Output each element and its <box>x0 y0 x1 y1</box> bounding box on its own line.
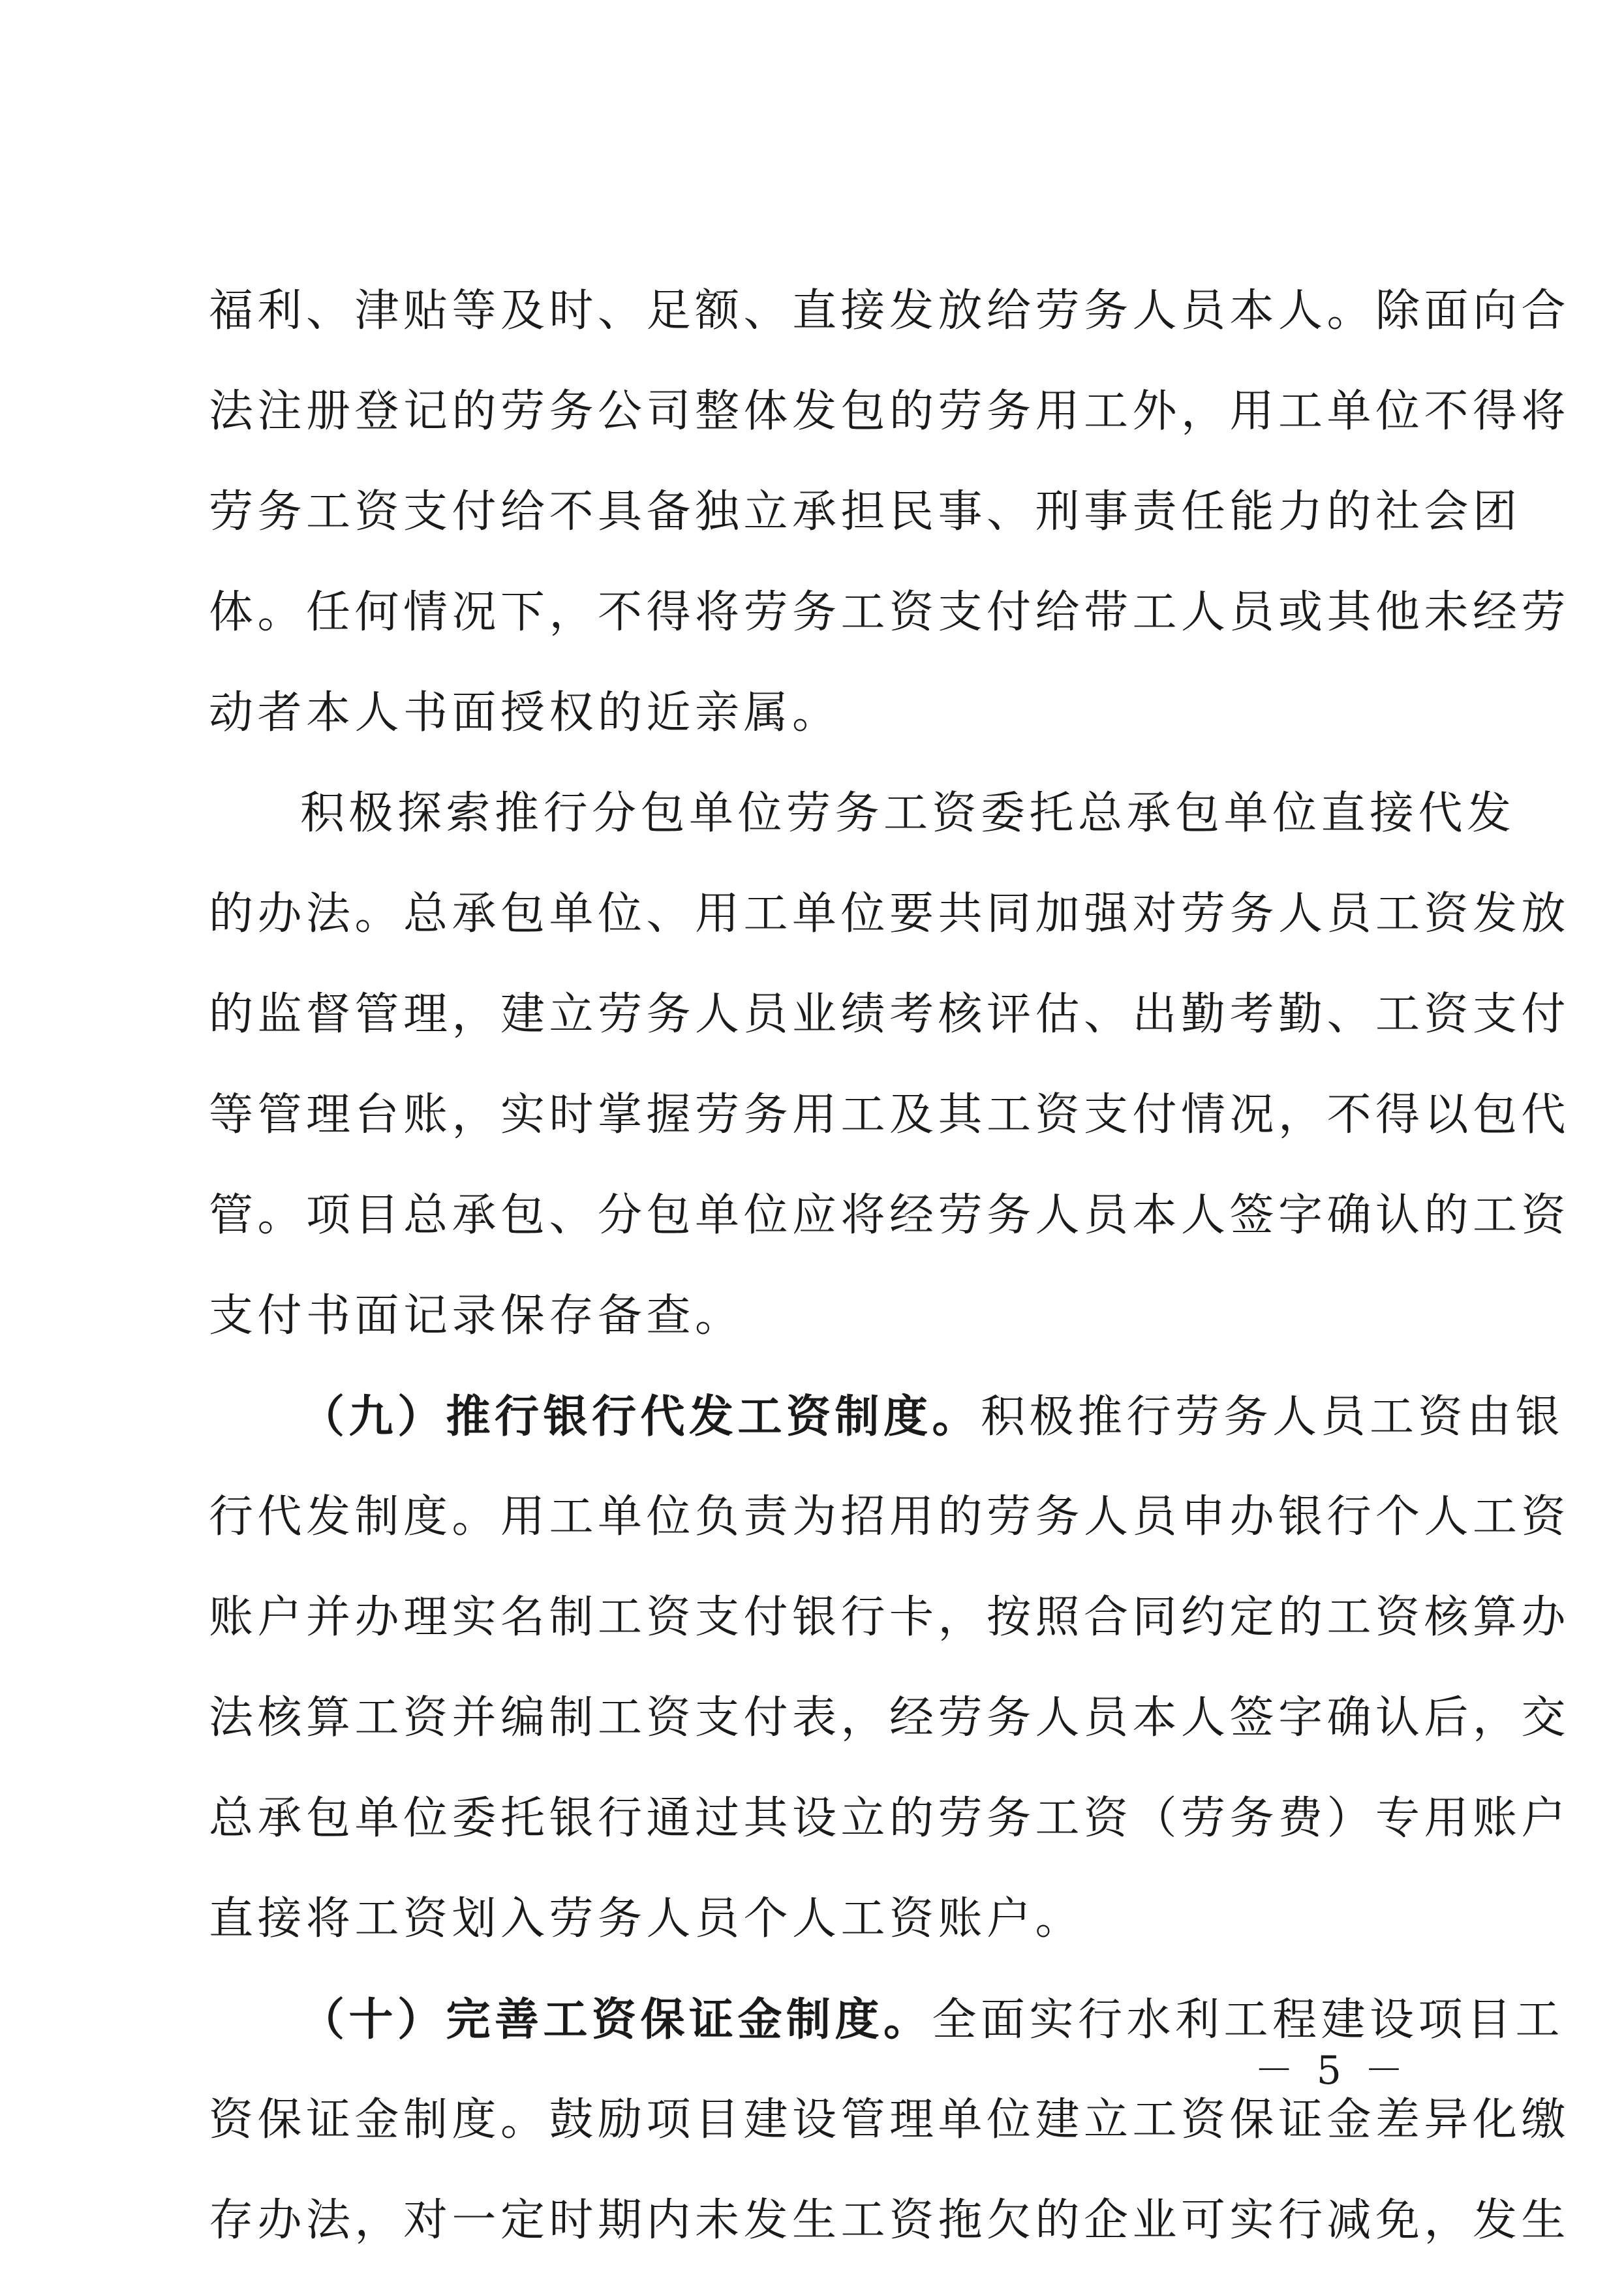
text-line: 动者本人书面授权的近亲属。 <box>209 687 841 739</box>
text-line: 直接将工资划入劳务人员个人工资账户。 <box>209 1893 1084 1945</box>
paragraph-start-line: 积极探索推行分包单位劳务工资委托总承包单位直接代发 <box>300 788 1516 839</box>
text-line: 行代发制度。用工单位负责为招用的劳务人员申办银行个人工资 <box>209 1491 1570 1543</box>
text-line: 资保证金制度。鼓励项目建设管理单位建立工资保证金差异化缴 <box>209 2094 1570 2146</box>
section-heading: （十）完善工资保证金制度。 <box>300 1994 932 2046</box>
section-heading-line: （十）完善工资保证金制度。全面实行水利工程建设项目工 <box>300 1994 1565 2046</box>
text-line: 管。项目总承包、分包单位应将经劳务人员本人签字确认的工资 <box>209 1190 1570 1241</box>
text-line: 的监督管理，建立劳务人员业绩考核评估、出勤考勤、工资支付 <box>209 989 1570 1040</box>
section-heading: （九）推行银行代发工资制度。 <box>300 1391 981 1443</box>
text-line: 账户并办理实名制工资支付银行卡，按照合同约定的工资核算办 <box>209 1592 1570 1643</box>
body-text <box>209 261 1570 2271</box>
text-line: 劳务工资支付给不具备独立承担民事、刑事责任能力的社会团 <box>209 486 1522 538</box>
text-line: 存办法，对一定时期内未发生工资拖欠的企业可实行减免，发生 <box>209 2195 1570 2246</box>
text-line: 的办法。总承包单位、用工单位要共同加强对劳务人员工资发放 <box>209 888 1570 940</box>
text-line: 体。任何情况下，不得将劳务工资支付给带工人员或其他未经劳 <box>209 587 1570 638</box>
text-line: 等管理台账，实时掌握劳务用工及其工资支付情况，不得以包代 <box>209 1089 1570 1141</box>
page-number: － 5 － <box>1254 2048 1409 2093</box>
text-line: 福利、津贴等及时、足额、直接发放给劳务人员本人。除面向合 <box>209 285 1570 337</box>
text-line: 支付书面记录保存备查。 <box>209 1290 744 1342</box>
text-line: 法核算工资并编制工资支付表，经劳务人员本人签字确认后，交 <box>209 1692 1570 1744</box>
text-line: 总承包单位委托银行通过其设立的劳务工资（劳务费）专用账户 <box>209 1793 1570 1844</box>
section-heading-line: （九）推行银行代发工资制度。积极推行劳务人员工资由银 <box>300 1391 1565 1443</box>
text-line: 法注册登记的劳务公司整体发包的劳务用工外，用工单位不得将 <box>209 386 1570 437</box>
